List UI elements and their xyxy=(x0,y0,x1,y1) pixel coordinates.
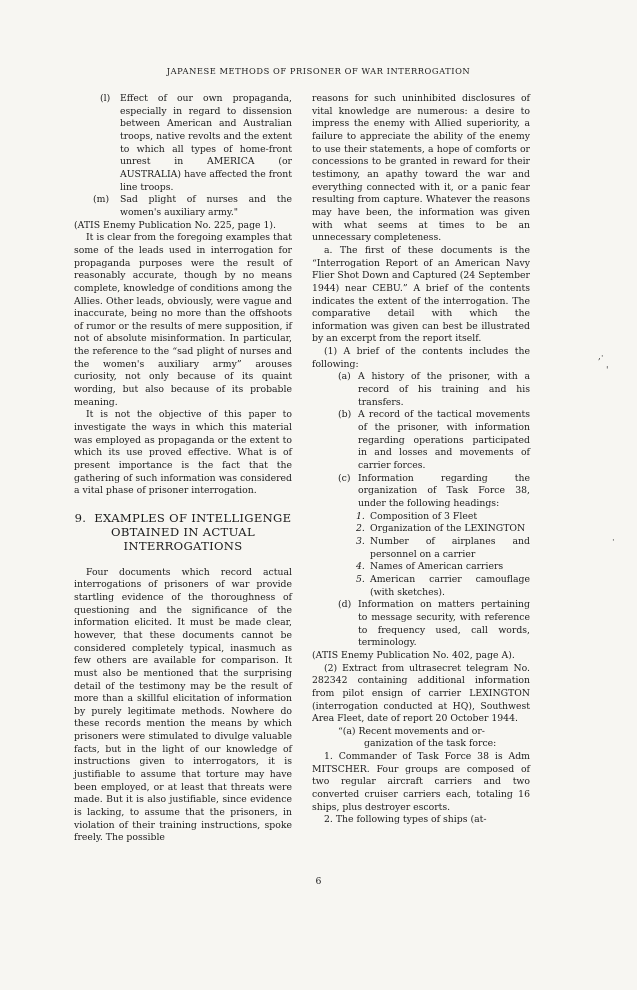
list-item-c xyxy=(338,473,530,511)
section-number: 9. xyxy=(74,511,87,525)
sub-item-text: American carrier camouflage (with sketches). xyxy=(370,573,530,598)
list-item-m xyxy=(93,194,292,219)
citation: (ATIS Enemy Publication No. 225, page 1). xyxy=(74,219,277,231)
sub-item xyxy=(356,536,530,561)
quote-heading: ganization of the task force: xyxy=(364,738,497,750)
margin-mark: ,· xyxy=(598,352,604,362)
sub-item-text: Number of airplanes and personnel on a carrier xyxy=(370,535,530,560)
item-label: (b) xyxy=(338,409,352,421)
paragraph: (2) Extract from ultrasecret telegram No. 282342 containing additional information from pilot ensign of carrier LEXINGTON (interrogation conducted at HQ), Southwest Area Fleet, date of report 20 October 1944. xyxy=(312,662,530,725)
sub-item-label: 5. xyxy=(356,573,365,585)
item-label: (a) xyxy=(338,371,351,383)
item-label: (m) xyxy=(93,194,110,206)
sub-item xyxy=(356,561,530,574)
list-item-a xyxy=(338,371,530,409)
item-label: (c) xyxy=(338,472,351,484)
paragraph: a. The first of these documents is the “Interrogation Report of an American Navy Flier Shot Down and Captured (24 September 1944) near CEBU.” A brief of the contents indicates the extent of the interrogation. The comparative detail with which the information was given can best be illustrated by an excerpt from the report itself. xyxy=(312,244,530,345)
list-item-d xyxy=(338,599,530,650)
sub-item-text: Composition of 3 Fleet xyxy=(370,510,478,522)
sub-item xyxy=(356,574,530,599)
list-item-b xyxy=(338,409,530,472)
item-text: Information on matters pertaining to message security, with reference to frequency used, call words, terminology. xyxy=(358,599,530,649)
quote-heading: “(a) Recent movements and or- xyxy=(338,725,485,737)
citation: (ATIS Enemy Publication No. 402, page A). xyxy=(312,649,515,661)
sub-item xyxy=(356,523,530,536)
item-label: (l) xyxy=(100,93,111,104)
item-text: A record of the tactical movements of the prisoner, with information regarding operations participated in and losses and movements of carrier forces. xyxy=(358,409,530,472)
section-title-line: INTERROGATIONS xyxy=(123,539,243,554)
section-heading xyxy=(74,511,292,554)
quote-paragraph: 2. The following types of ships (at- xyxy=(324,814,487,826)
running-header: JAPANESE METHODS OF PRISONER OF WAR INTERROGATION xyxy=(166,66,471,76)
item-text: Effect of our own propaganda, especially in regard to dissension between American and Australian troops, native revolts and the extent to which all types of home-front unrest in AMERICA (or AUSTRALIA) have affected the front line troops. xyxy=(120,93,292,193)
margin-mark: ' xyxy=(606,366,609,376)
margin-mark: · xyxy=(612,536,615,546)
sub-item-label: 3. xyxy=(356,535,365,547)
paragraph: reasons for such uninhibited disclosures of vital knowledge are numerous: a desire to impress the enemy with Allied superiority, a failure to appreciate the ability of the enemy to use their statements, a hope of comforts or concessions to be granted in reward for their testimony, an apathy toward the war and everything connected with it, or a panic fear resulting from capture. Whatever the reasons may have been, the information was given with what seems at times to be an unnecessary completeness. xyxy=(312,93,530,244)
left-column xyxy=(74,93,292,845)
item-text: Sad plight of nurses and the women's auxiliary army." xyxy=(120,194,292,218)
section-title-line: EXAMPLES OF INTELLIGENGE xyxy=(94,511,292,525)
paragraph: It is clear from the foregoing examples that some of the leads used in interrogation for propaganda purposes were the result of reasonably accurate, though by no means complete, knowledge of conditions among the Allies. Other leads, obviously, were vague and inaccurate, being no more than the offshoots of rumor or the results of mere supposition, if not of absolute misinformation. In particular, the reference to the “sad plight of nurses and the women's auxiliary army” arouses curiosity, not only because of its quaint wording, but also because of its probable meaning. xyxy=(74,232,292,408)
item-text: Information regarding the organization of Task Force 38, under the following headings: xyxy=(358,472,530,509)
quote-paragraph: 1. Commander of Task Force 38 is Adm MITSCHER. Four groups are composed of two regular aircraft carriers and two converted cruiser carriers each, totaling 16 ships, plus destroyer escorts. xyxy=(312,751,530,813)
sub-item-label: 4. xyxy=(356,561,365,573)
paragraph: Four documents which record actual interrogations of prisoners of war provide startling evidence of the thoroughness of questioning and the significance of the information elicited. It must be made clear, however, that these documents cannot be considered completely typical, inasmuch as few others are available for comparison. It must also be mentioned that the surprising detail of the testimony may be the result of more than a skillful elicitation of information by purely legitimate methods. Nowhere do these records mention the means by which prisoners were stimulated to divulge valuable facts, but in the light of our knowledge of instructions given to interrogators, it is justifiable to assume that torture may have been employed, or at least that threats were made. But it is also justifiable, since evidence is lacking, to assume that the prisoners, in violation of their training instructions, spoke freely. The possible xyxy=(74,566,292,844)
right-column xyxy=(312,93,530,827)
sub-item-text: Names of American carriers xyxy=(370,561,504,573)
item-text: A history of the prisoner, with a record of his training and his transfers. xyxy=(358,371,530,408)
paragraph: It is not the objective of this paper to investigate the ways in which this material was employed as propaganda or the extent to which its use proved effective. What is of present importance is the fact that the gathering of such information was considered a vital phase of prisoner interrogation. xyxy=(74,409,292,497)
list-item-l xyxy=(100,93,292,194)
sub-item-text: Organization of the LEXINGTON xyxy=(370,523,526,535)
sub-item-label: 2. xyxy=(356,523,365,535)
sub-item xyxy=(356,511,530,524)
section-title-line: OBTAINED IN ACTUAL xyxy=(111,525,255,540)
sub-item-label: 1. xyxy=(356,510,365,522)
paragraph: (1) A brief of the contents includes the following: xyxy=(312,346,530,370)
item-label: (d) xyxy=(338,599,352,611)
page-number: 6 xyxy=(315,876,322,887)
